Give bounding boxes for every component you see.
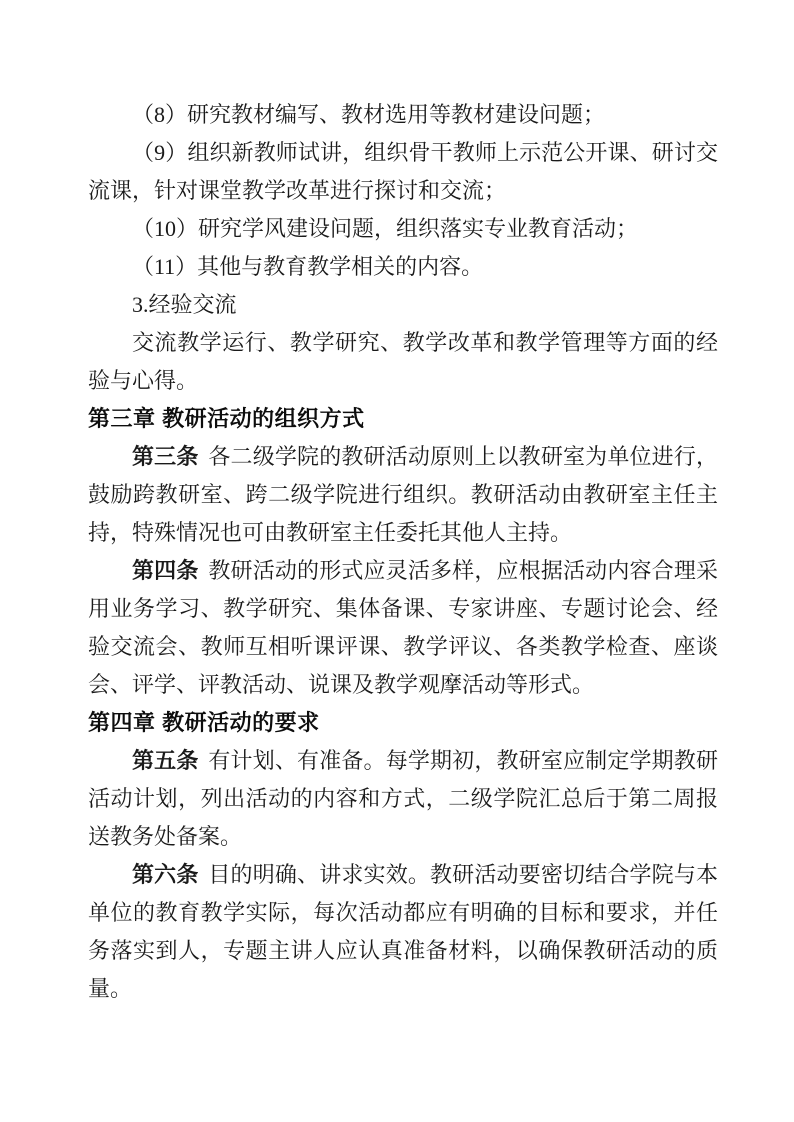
numbered-item-3: 3.经验交流 [132, 292, 237, 317]
article-3-text: 各二级学院的教研活动原则上以教研室为单位进行，鼓励跨教研室、跨二级学院进行组织。教研活动由教研室主任主持，特殊情况也可由教研室主任委托其他人主持。 [88, 444, 718, 545]
article-6-text: 目的明确、讲求实效。教研活动要密切结合学院与本单位的教育教学实际，每次活动都应有明确的目标和要求，并任务落实到人，专题主讲人应认真准备材料，以确保教研活动的质量。 [88, 862, 718, 1001]
chapter-4-heading: 第四章 教研活动的要求 [88, 710, 320, 735]
article-5-number: 第五条 [132, 748, 199, 773]
article-3-paragraph [88, 438, 718, 552]
list-item-10: （10）研究学风建设问题，组织落实专业教育活动； [132, 216, 639, 241]
article-6-number: 第六条 [132, 862, 199, 887]
article-3-number: 第三条 [132, 444, 199, 469]
article-6-paragraph [88, 856, 718, 1008]
chapter-3-heading: 第三章 教研活动的组织方式 [88, 406, 365, 431]
article-4-number: 第四条 [132, 558, 199, 583]
list-item-9: （9）组织新教师试讲，组织骨干教师上示范公开课、研讨交流课，针对课堂教学改革进行探讨和交流； [88, 140, 718, 203]
experience-paragraph: 交流教学运行、教学研究、教学改革和教学管理等方面的经验与心得。 [88, 330, 718, 393]
article-4-text: 教研活动的形式应灵活多样，应根据活动内容合理采用业务学习、教学研究、集体备课、专家讲座、专题讨论会、经验交流会、教师互相听课评课、教学评议、各类教学检查、座谈会、评学、评教活动、说课及教学观摩活动等形式。 [88, 558, 718, 697]
list-item-11: （11）其他与教育教学相关的内容。 [132, 254, 484, 279]
article-4-paragraph [88, 552, 718, 704]
article-5-text: 有计划、有准备。每学期初，教研室应制定学期教研活动计划，列出活动的内容和方式，二级学院汇总后于第二周报送教务处备案。 [88, 748, 718, 849]
article-5-paragraph [88, 742, 718, 856]
list-item-8: （8）研究教材编写、教材选用等教材建设问题； [132, 102, 606, 127]
document-content [88, 96, 718, 1008]
